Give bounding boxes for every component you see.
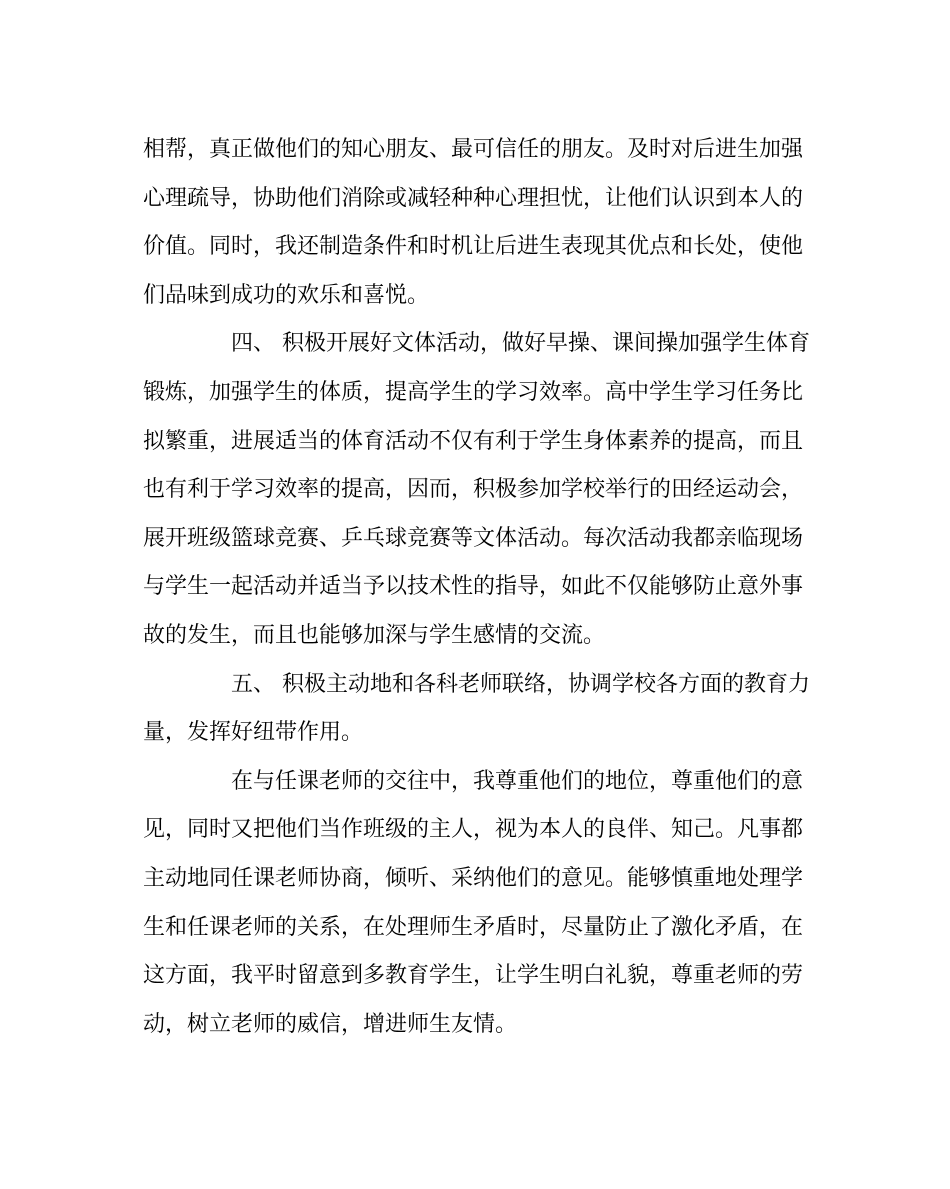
section-heading-five: 五、 积极主动地和各科老师联络，协调学校各方面的教育力: [231, 671, 810, 697]
text-line: 心理疏导，协助他们消除或减轻种种心理担忧，让他们认识到本人的: [143, 185, 804, 211]
paragraph-start: 在与任课老师的交往中，我尊重他们的地位，尊重他们的意: [231, 768, 804, 794]
body-text: [143, 126, 813, 1049]
text-line: 故的发生，而且也能够加深与学生感情的交流。: [143, 622, 606, 648]
text-line: 主动地同任课老师协商，倾听、采纳他们的意见。能够慎重地处理学: [143, 865, 804, 891]
text-line: 相帮，真正做他们的知心朋友、最可信任的朋友。及时对后进生加强: [143, 137, 804, 162]
text-line: 量，发挥好纽带作用。: [143, 720, 364, 746]
text-line: 见，同时又把他们当作班级的主人，视为本人的良伴、知己。凡事都: [143, 817, 804, 843]
text-line: 锻炼，加强学生的体质，提高学生的学习效率。高中学生学习任务比: [143, 379, 804, 405]
text-line: 与学生一起活动并适当予以技术性的指导，如此不仅能够防止意外事: [143, 574, 804, 600]
text-line: 也有利于学习效率的提高，因而，积极参加学校举行的田经运动会，: [143, 477, 804, 503]
text-line: 价值。同时，我还制造条件和时机让后进生表现其优点和长处，使他: [143, 234, 804, 260]
text-line: 动，树立老师的威信，增进师生友情。: [143, 1011, 518, 1037]
section-heading-four: 四、 积极开展好文体活动，做好早操、课间操加强学生体育: [231, 331, 810, 357]
text-line: 们品味到成功的欢乐和喜悦。: [143, 282, 430, 308]
text-line: 这方面，我平时留意到多教育学生，让学生明白礼貌，尊重老师的劳: [143, 963, 804, 989]
text-line: 拟繁重，进展适当的体育活动不仅有利于学生身体素养的提高，而且: [143, 428, 804, 454]
text-line: 生和任课老师的关系，在处理师生矛盾时，尽量防止了激化矛盾，在: [143, 914, 804, 940]
text-line: 展开班级篮球竞赛、乒乓球竞赛等文体活动。每次活动我都亲临现场: [143, 525, 804, 551]
